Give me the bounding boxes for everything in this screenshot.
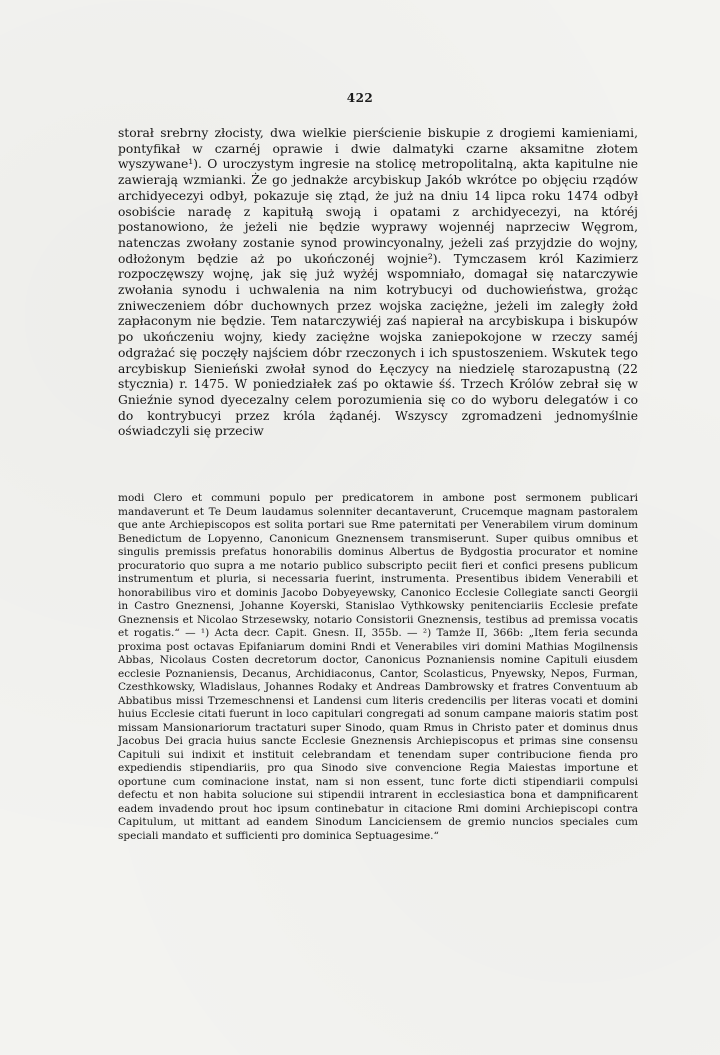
footnotes-block	[118, 492, 638, 843]
footnote-divider	[118, 478, 638, 479]
page-number: 422	[346, 91, 374, 105]
main-paragraph: storał srebrny złocisty, dwa wielkie pierścienie biskupie z drogiemi kamieniami, pontyfikał w czarnéj oprawie i dwie dalmatyki czarne aksamitne złotem wyszywane¹). O uroczystym ingresie na stolicę metropolitalną, akta kapitulne nie zawierają wzmianki. Że go jednakże arcybiskup Jakób wkrótce po objęciu rządów archidyecezyi odbył, pokazuje się ztąd, że już na dniu 14 lipca roku 1474 odbył osobiście naradę z kapitułą swoją i opatami z archidyecezyi, na któréj postanowiono, że jeżeli nie będzie wyprawy wojennéj naprzeciw Węgrom, natenczas zwołany zostanie synod prowincyonalny, jeżeli zaś przyjdzie do wojny, odłożonym będzie aż po ukończonéj wojnie²). Tymczasem król Kazimierz rozpoczęwszy wojnę, jak się już wyżéj wspomniało, domagał się natarczywie zwołania synodu i uchwalenia na nim kotrybucyi od duchowieństwa, grożąc zniweczeniem dóbr duchownych przez wojska zaciężne, jeżeli im zaległy żołd zapłaconym nie będzie. Tem natarczywiéj zaś napierał na arcybiskupa i biskupów po ukończeniu wojny, kiedy zaciężne wojska zaniepokojone w rzeczy saméj odgrażać się poczęły najściem dóbr rzeczonych i ich spustoszeniem. Wskutek tego arcybiskup Sienieński zwołał synod do Łęczycy na niedzielę starozapustną (22 stycznia) r. 1475. W poniedziałek zaś po oktawie śś. Trzech Królów zebrał się w Gnieźnie synod dyecezalny celem porozumienia się co do wyboru delegatów i co do kontrybucyi przez króla żądanéj. Wszyscy zgromadzeni jednomyślnie oświadczyli się przeciw	[118, 126, 638, 439]
footnote-paragraph: modi Clero et communi populo per predicatorem in ambone post sermonem publicari mandaverunt et Te Deum laudamus solenniter decantaverunt, Crucemque magnam pastoralem que ante Archiepiscopos est solita portari sue Rme paternitati per Venerabilem virum dominum Benedictum de Lopyenno, Canonicum Gneznensem transmiserunt. Super quibus omnibus et singulis premissis prefatus honorabilis dominus Albertus de Bydgostia procurator et nomine procuratorio quo supra a me notario publico subscripto peciit fieri et confici presens publicum instrumentum et pluria, si necessaria fuerint, instrumenta. Presentibus ibidem Venerabili et honorabilibus viro et dominis Jacobo Dobyeyewsky, Canonico Ecclesie Collegiate sancti Georgii in Castro Gneznensi, Johanne Koyerski, Stanislao Vythkowsky penitenciariis Ecclesie prefate Gneznensis et Nicolao Strzesewsky, notario Consistorii Gneznensis, testibus ad premissa vocatis et rogatis.“ — ¹) Acta decr. Capit. Gnesn. II, 355b. — ²) Tamże II, 366b: „Item feria secunda proxima post octavas Epifaniarum domini Rndi et Venerabiles viri domini Mathias Mogilnensis Abbas, Nicolaus Costen decretorum doctor, Canonicus Poznaniensis nomine Capituli eiusdem ecclesie Poznaniensis, Decanus, Archidiaconus, Cantor, Scolasticus, Pnyewsky, Nepos, Furman, Czesthkowsky, Wladislaus, Johannes Rodaky et Andreas Dambrowsky et fratres Conventuum ab Abbatibus missi Trzemeschnensi et Landensi cum literis credencilis per literas vocati et domini huius Ecclesie citati fuerunt in loco capitulari congregati ad sonum campane maioris statim post missam Mansionariorum tractaturi super Sinodo, quam Rmus in Christo pater et dominus dnus Jacobus Dei gracia huius sancte Ecclesie Gneznensis Archiepiscopus et primas sine consensu Capituli sui indixit et instituit celebrandam et tenendam super contribucione fienda pro expediendis stipendiariis, pro qua Sinodo sive convencione Regia Maiestas importune et oportune cum cominacione instat, nam si non essent, tunc forte dicti stipendiarii compulsi defectu et non habita solucione sui stipendii intrarent in ecclesiastica bona et dampnificarent eadem invadendo prout hoc ipsum continebatur in citacione Rmi domini Archiepiscopi contra Capitulum, ut mittant ad eandem Sinodum Lanciciensem de gremio nuncios speciales cum speciali mandato et sufficienti pro dominica Septuagesime.“	[118, 492, 638, 842]
main-text-block	[118, 126, 638, 440]
